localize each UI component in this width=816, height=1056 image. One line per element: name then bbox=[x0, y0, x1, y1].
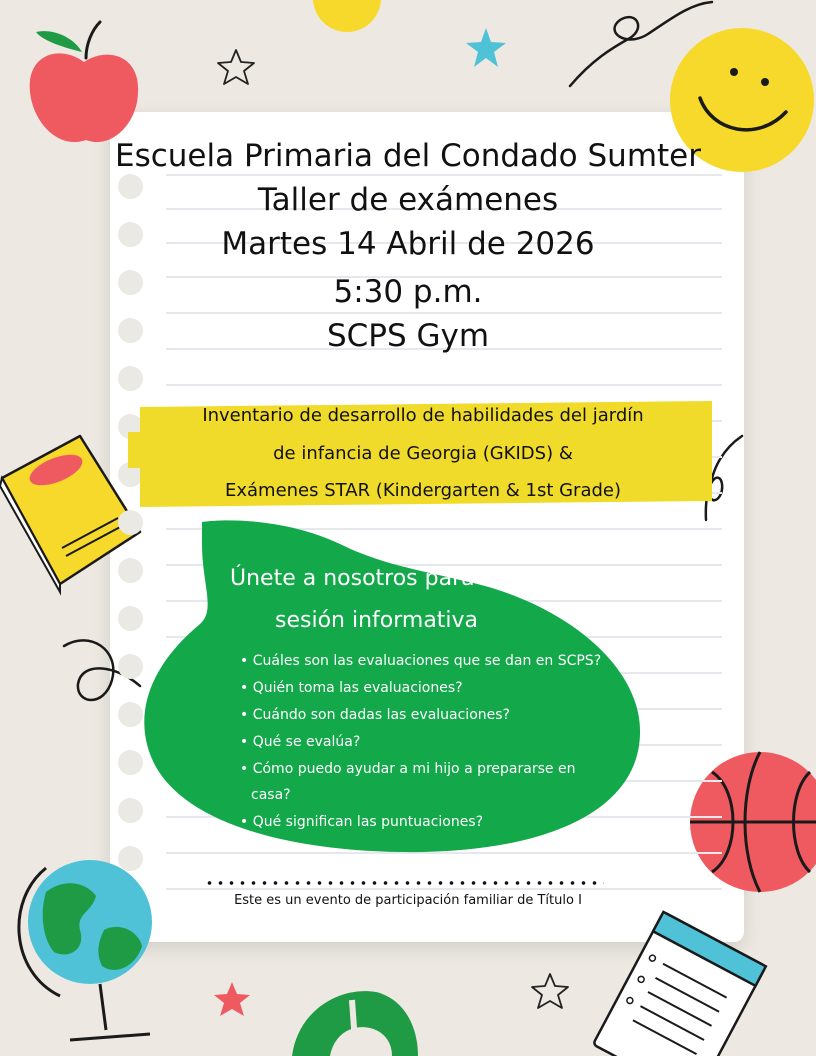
school-name: Escuela Primaria del Condado Sumter bbox=[114, 138, 702, 174]
event-title: Taller de exámenes bbox=[257, 182, 559, 218]
event-date: Martes 14 Abril de 2026 bbox=[221, 226, 595, 262]
highlight-line-2: de infancia de Georgia (GKIDS) & bbox=[273, 443, 573, 464]
event-location: SCPS Gym bbox=[326, 318, 490, 354]
star-blue-icon bbox=[466, 28, 506, 67]
highlight-line-1: Inventario de desarrollo de habilidades del jardín bbox=[202, 405, 644, 426]
event-time: 5:30 p.m. bbox=[333, 274, 483, 310]
list-item-text: Quién toma las evaluaciones? bbox=[252, 680, 463, 696]
list-item-text: Cuáles son las evaluaciones que se dan en SCPS? bbox=[252, 653, 602, 669]
list-item: • Quién toma las evaluaciones? bbox=[240, 680, 463, 696]
list-item: • Cuáles son las evaluaciones que se dan en SCPS? bbox=[240, 653, 602, 669]
list-item: • Cuándo son dadas las evaluaciones? bbox=[240, 707, 510, 723]
highlight-line-3: Exámenes STAR (Kindergarten & 1st Grade) bbox=[224, 480, 622, 501]
list-item-text: Qué significan las puntuaciones? bbox=[252, 814, 484, 830]
dotted-divider bbox=[204, 880, 604, 886]
footer-note: Este es un evento de participación familiar de Título I bbox=[234, 893, 582, 908]
protractor-icon bbox=[292, 991, 418, 1056]
list-item-continued: casa? bbox=[251, 787, 291, 803]
list-item: • Cómo puedo ayudar a mi hijo a prepararse en bbox=[240, 761, 576, 777]
list-item-text: Qué se evalúa? bbox=[252, 734, 361, 750]
list-item-text: Cómo puedo ayudar a mi hijo a prepararse en bbox=[252, 761, 576, 777]
list-item-text: Cuándo son dadas las evaluaciones? bbox=[252, 707, 510, 723]
star-red-icon bbox=[214, 982, 250, 1016]
list-item: • Qué significan las puntuaciones? bbox=[240, 814, 484, 830]
list-item: • Qué se evalúa? bbox=[240, 734, 361, 750]
bubble-heading-2: sesión informativa bbox=[275, 608, 479, 633]
bubble-heading-1: Únete a nosotros para una bbox=[230, 566, 523, 591]
star-outline-icon bbox=[218, 50, 254, 84]
star-outline-bottom-icon bbox=[532, 974, 568, 1008]
yellow-dot-icon bbox=[313, 0, 381, 32]
